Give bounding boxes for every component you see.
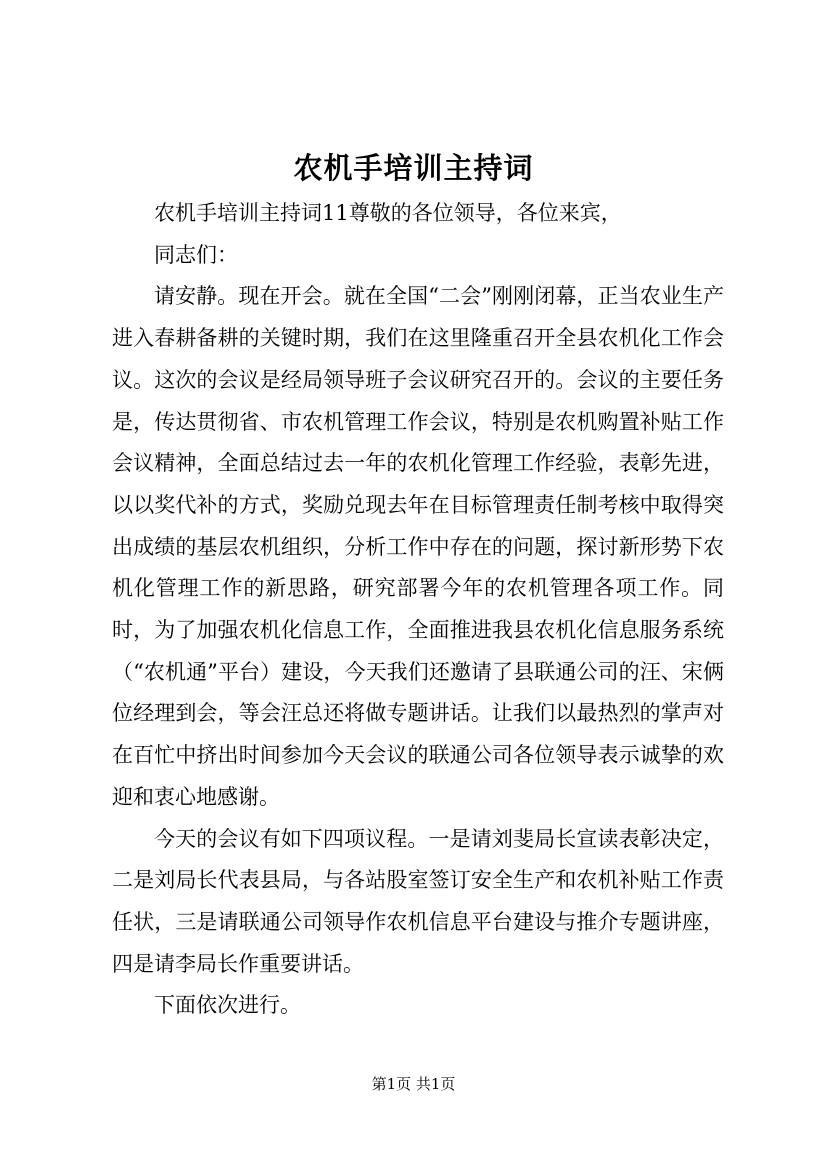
paragraph-agenda: 今天的会议有如下四项议程。一是请刘斐局长宣读表彰决定，二是刘局长代表县局，与各站股室签订安全生产和农机补贴工作责任状，三是请联通公司领导作农机信息平台建设与推介专题讲座，四是请李局长作重要讲话。 [112,826,724,976]
document-title: 农机手培训主持词 [293,151,534,185]
page-number: 第1页 共1页 [371,1075,456,1093]
document-body [112,193,724,1027]
paragraph-greeting: 农机手培训主持词11尊敬的各位领导，各位来宾， [154,201,622,225]
paragraph-opening: 请安静。现在开会。就在全国“二会”刚刚闭幕，正当农业生产进入春耕备耕的关键时期，我们在这里隆重召开全县农机化工作会议。这次的会议是经局领导班子会议研究召开的。会议的主要任务是，传达贯彻省、市农机管理工作会议，特别是农机购置补贴工作会议精神，全面总结过去一年的农机化管理工作经验，表彰先进，以以奖代补的方式，奖励兑现去年在目标管理责任制考核中取得突出成绩的基层农机组织，分析工作中存在的问题，探讨新形势下农机化管理工作的新思路，研究部署今年的农机管理各项工作。同时，为了加强农机化信息工作，全面推进我县农机化信息服务系统（“农机通”平台）建设，今天我们还邀请了县联通公司的汪、宋俩位经理到会，等会汪总还将做专题讲话。让我们以最热烈的掌声对在百忙中挤出时间参加今天会议的联通公司各位领导表示诚挚的欢迎和衷心地感谢。 [112,284,724,809]
paragraph-proceed: 下面依次进行。 [154,993,301,1018]
paragraph-salutation: 同志们： [154,242,238,267]
page-footer [0,1074,827,1094]
